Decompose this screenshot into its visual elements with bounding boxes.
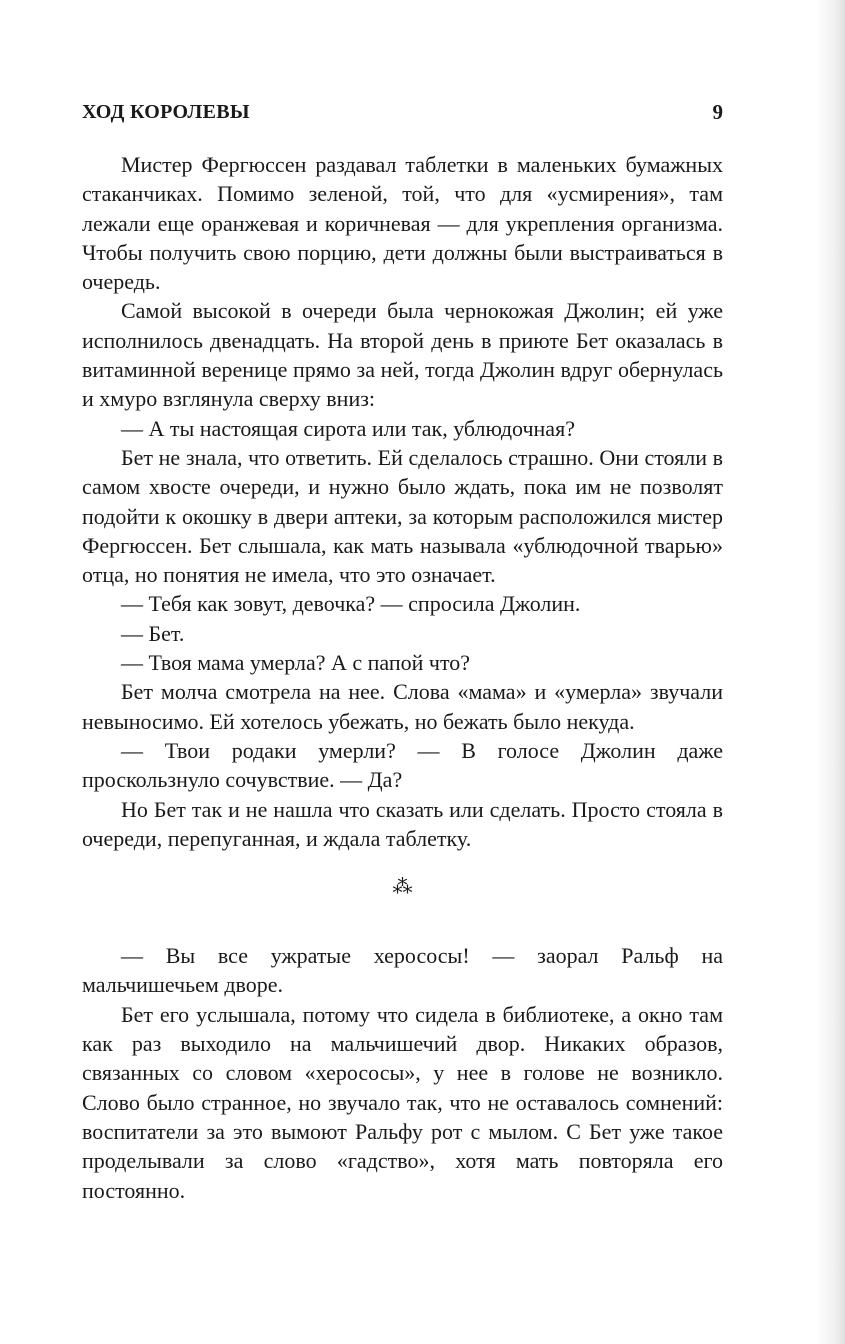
dialogue-line: — А ты настоящая сирота или так, ублюдочная?: [121, 415, 575, 441]
paragraph: Бет не знала, что ответить. Ей сделалось страшно. Они стояли в самом хвосте очереди, и нужно было ждать, пока им не позволят подойти к окошку в двери аптеки, за которым расположился мистер Фергюссен. Бет слышала, как мать называла «ублюдочной тварью» отца, но понятия не имела, что это означает.: [82, 444, 723, 588]
dialogue-line: — Твоя мама умерла? А с папой что?: [121, 650, 471, 676]
page-edge-shadow: [815, 0, 845, 1344]
section-separator: ⁂: [392, 876, 413, 899]
paragraph: Но Бет так и не нашла что сказать или сделать. Просто стояла в очереди, перепуганная, и ждала таблетку.: [82, 796, 723, 851]
paragraph: Бет его услышала, потому что сидела в библиотеке, а окно там как раз выходило на мальчишечий двор. Никаких образов, связанных со словом «херососы», у нее в голове не возникло. Слово было странное, но звучало так, что не оставалось сомнений: воспитатели за это вымоют Ральфу рот с мылом. С Бет уже такое проделывали за слово «гадство», хотя мать повторяла его постоянно.: [82, 1001, 723, 1203]
paragraph: Самой высокой в очереди была чернокожая Джолин; ей уже исполнилось двенадцать. На второй день в приюте Бет оказалась в витаминной веренице прямо за ней, тогда Джолин вдруг обернулась и хмуро взглянула сверху вниз:: [82, 298, 723, 412]
running-title: ХОД КОРОЛЕВЫ: [82, 101, 250, 123]
body-text: [82, 150, 723, 1205]
dialogue-line: — Твои родаки умерли? — В голосе Джолин даже проскользнуло сочувствие. — Да?: [82, 737, 723, 793]
dialogue-line: — Вы все ужратые херососы! — заорал Ральф на мальчишечьем дворе.: [82, 943, 723, 998]
dialogue-line: — Бет.: [121, 620, 185, 646]
paragraph: Мистер Фергюссен раздавал таблетки в маленьких бумажных стаканчиках. Помимо зеленой, той, что для «усмирения», там лежали еще оранжевая и коричневая — для укрепления организма. Чтобы получить свою порцию, дети должны были выстраиваться в очередь.: [82, 152, 723, 295]
book-page: [82, 96, 723, 1205]
running-head: [82, 96, 723, 128]
paragraph: Бет молча смотрела на нее. Слова «мама» и «умерла» звучали невыносимо. Ей хотелось убежать, но бежать было некуда.: [82, 679, 723, 734]
page-number: 9: [712, 100, 723, 124]
dialogue-line: — Тебя как зовут, девочка? — спросила Джолин.: [121, 591, 581, 617]
